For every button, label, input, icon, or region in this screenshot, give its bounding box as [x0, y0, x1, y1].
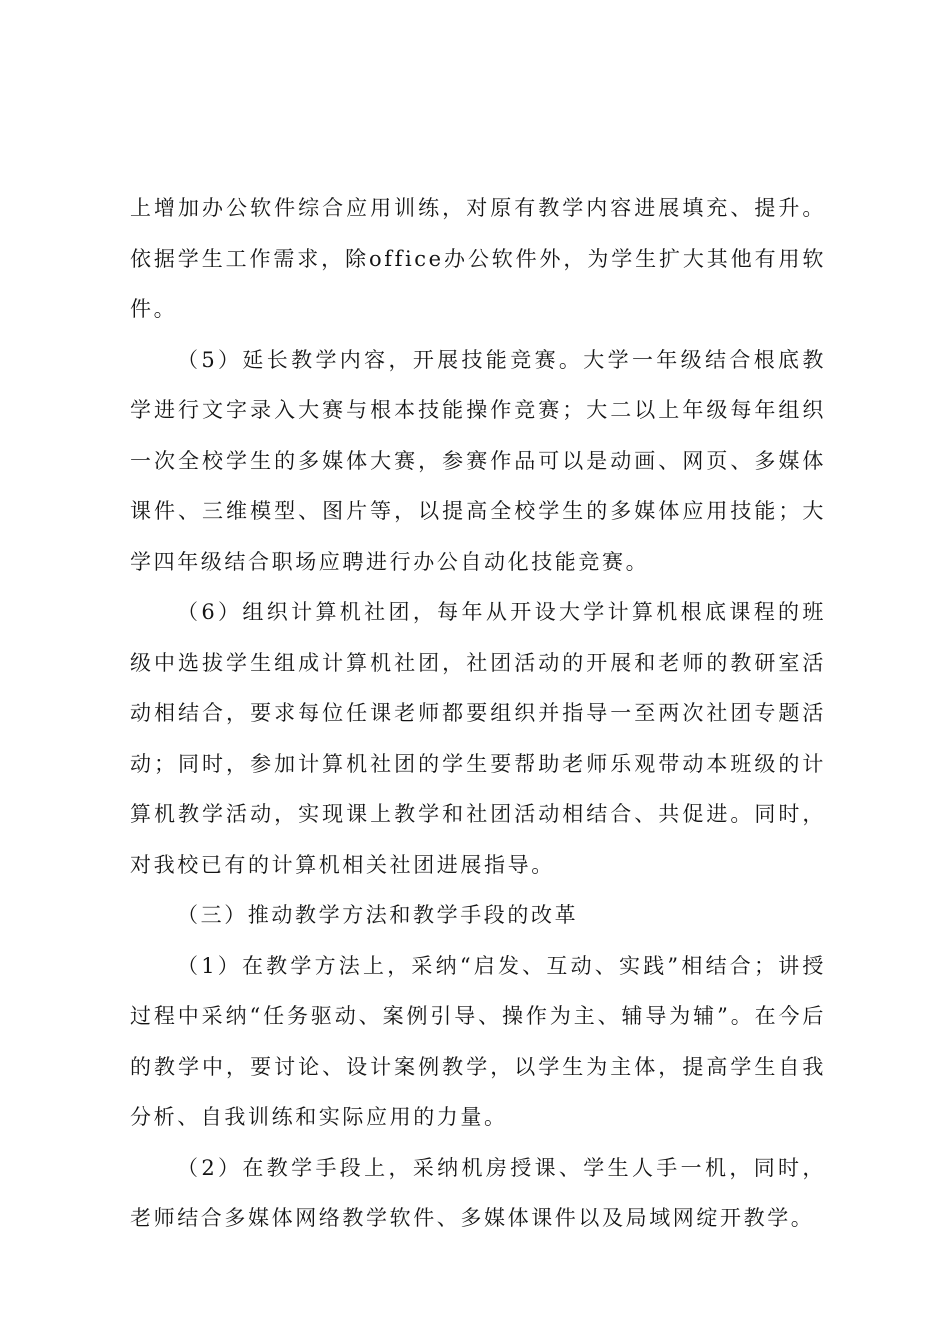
document-body — [130, 183, 826, 1244]
paragraph-continuation: 上增加办公软件综合应用训练，对原有教学内容进展填充、提升。依据学生工作需求，除office办公软件外，为学生扩大其他有用软件。 — [130, 196, 826, 321]
paragraph-computer-club: （6）组织计算机社团，每年从开设大学计算机根底课程的班级中选拔学生组成计算机社团，社团活动的开展和老师的教研室活动相结合，要求每位任课老师都要组织并指导一至两次社团专题活动；同时，参加计算机社团的学生要帮助老师乐观带动本班级的计算机教学活动，实现课上教学和社团活动相结合、共促进。同时，对我校已有的计算机相关社团进展指导。 — [130, 600, 826, 877]
paragraph-teaching-methods: （1）在教学方法上，采纳“启发、互动、实践”相结合；讲授过程中采纳“任务驱动、案例引导、操作为主、辅导为辅”。在今后的教学中，要讨论、设计案例教学，以学生为主体，提高学生自我分析、自我训练和实际应用的力量。 — [130, 953, 826, 1129]
paragraph-teaching-means: （2）在教学手段上，采纳机房授课、学生人手一机，同时，老师结合多媒体网络教学软件、多媒体课件以及局域网绽开教学。 — [130, 1155, 826, 1230]
paragraph-skill-competition: （5）延长教学内容，开展技能竞赛。大学一年级结合根底教学进行文字录入大赛与根本技能操作竞赛；大二以上年级每年组织一次全校学生的多媒体大赛，参赛作品可以是动画、网页、多媒体课件、三维模型、图片等，以提高全校学生的多媒体应用技能；大学四年级结合职场应聘进行办公自动化技能竞赛。 — [130, 347, 826, 574]
section-heading-teaching-reform: （三）推动教学方法和教学手段的改革 — [177, 903, 579, 927]
